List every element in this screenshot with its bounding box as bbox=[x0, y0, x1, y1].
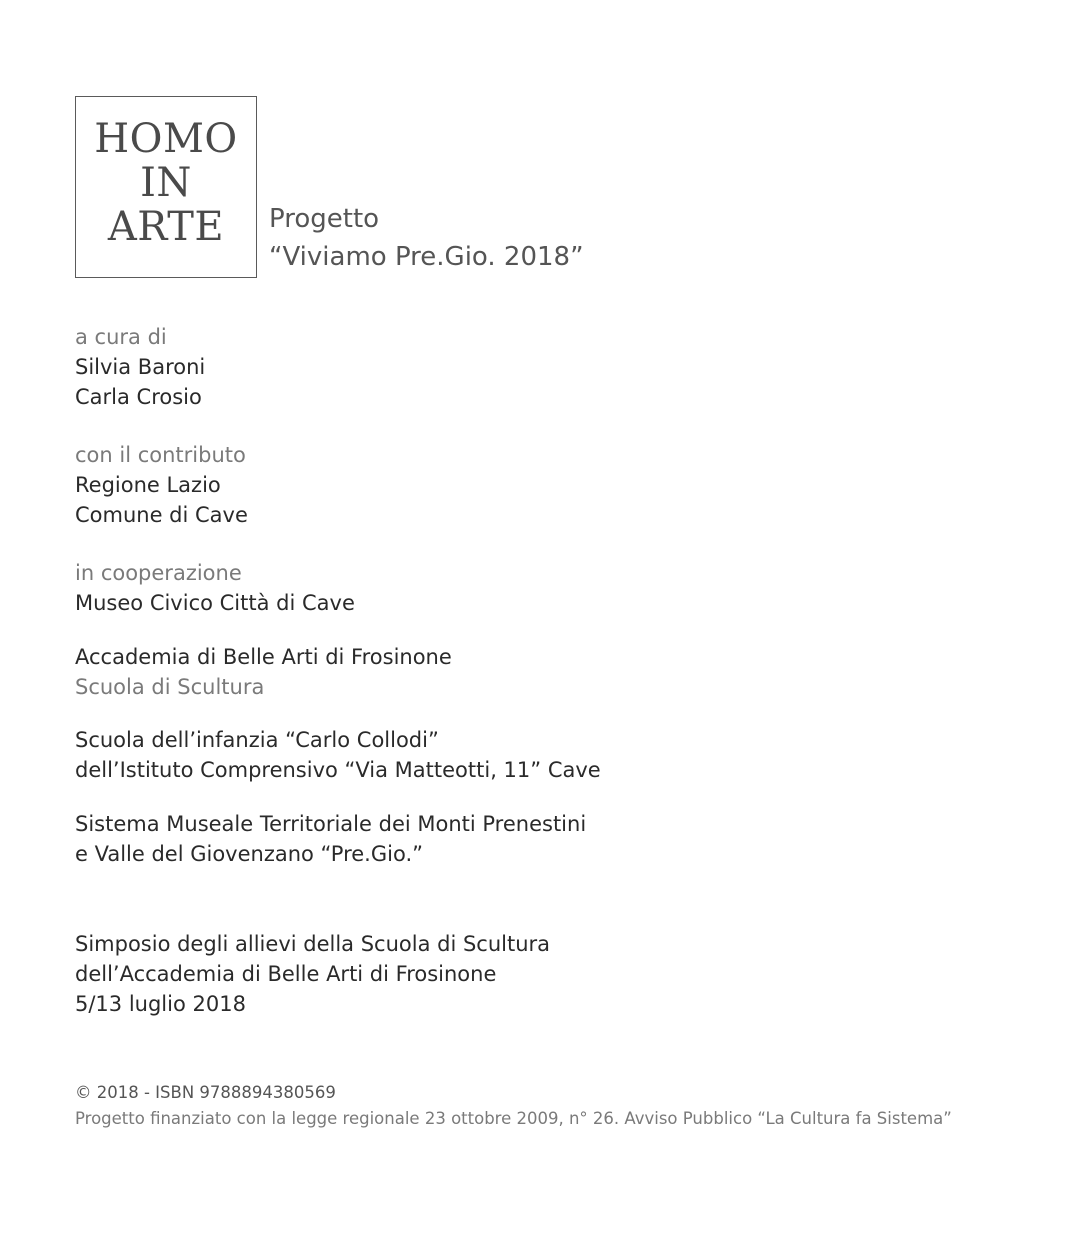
school-section bbox=[75, 725, 601, 785]
contributor-name: Regione Lazio bbox=[75, 473, 221, 497]
project-title-block bbox=[269, 200, 584, 276]
academy-sub: Scuola di Scultura bbox=[75, 675, 265, 699]
curated-heading: a cura di bbox=[75, 325, 167, 349]
contribution-heading: con il contributo bbox=[75, 443, 246, 467]
academy-name: Accademia di Belle Arti di Frosinone bbox=[75, 645, 452, 669]
academy-section bbox=[75, 642, 452, 702]
school-line: dell’Istituto Comprensivo “Via Matteotti, 11” Cave bbox=[75, 758, 601, 782]
curator-name: Carla Crosio bbox=[75, 385, 202, 409]
footer-section bbox=[75, 1080, 952, 1132]
isbn-line: © 2018 - ISBN 9788894380569 bbox=[75, 1083, 336, 1102]
symposium-date: 5/13 luglio 2018 bbox=[75, 992, 246, 1016]
homo-in-arte-logo bbox=[75, 96, 257, 278]
project-label: Progetto bbox=[269, 204, 380, 234]
curator-name: Silvia Baroni bbox=[75, 355, 206, 379]
logo-line-3: ARTE bbox=[107, 204, 225, 250]
logo-line-2: IN bbox=[140, 160, 192, 206]
symposium-line: Simposio degli allievi della Scuola di Scultura bbox=[75, 932, 551, 956]
cooperator-name: Museo Civico Città di Cave bbox=[75, 591, 355, 615]
contributor-name: Comune di Cave bbox=[75, 503, 248, 527]
project-name: “Viviamo Pre.Gio. 2018” bbox=[269, 242, 584, 272]
symposium-line: dell’Accademia di Belle Arti di Frosinone bbox=[75, 962, 497, 986]
museum-system-line: Sistema Museale Territoriale dei Monti Prenestini bbox=[75, 812, 587, 836]
funding-line: Progetto finanziato con la legge regionale 23 ottobre 2009, n° 26. Avviso Pubblico “La Cultura fa Sistema” bbox=[75, 1109, 952, 1128]
cooperation-heading: in cooperazione bbox=[75, 561, 242, 585]
curated-by-section bbox=[75, 322, 205, 412]
symposium-section bbox=[75, 929, 550, 1019]
school-line: Scuola dell’infanzia “Carlo Collodi” bbox=[75, 728, 439, 752]
museum-system-section bbox=[75, 809, 586, 869]
contribution-section bbox=[75, 440, 248, 530]
logo-line-1: HOMO bbox=[94, 116, 238, 162]
museum-system-line: e Valle del Giovenzano “Pre.Gio.” bbox=[75, 842, 423, 866]
cooperation-section bbox=[75, 558, 355, 618]
